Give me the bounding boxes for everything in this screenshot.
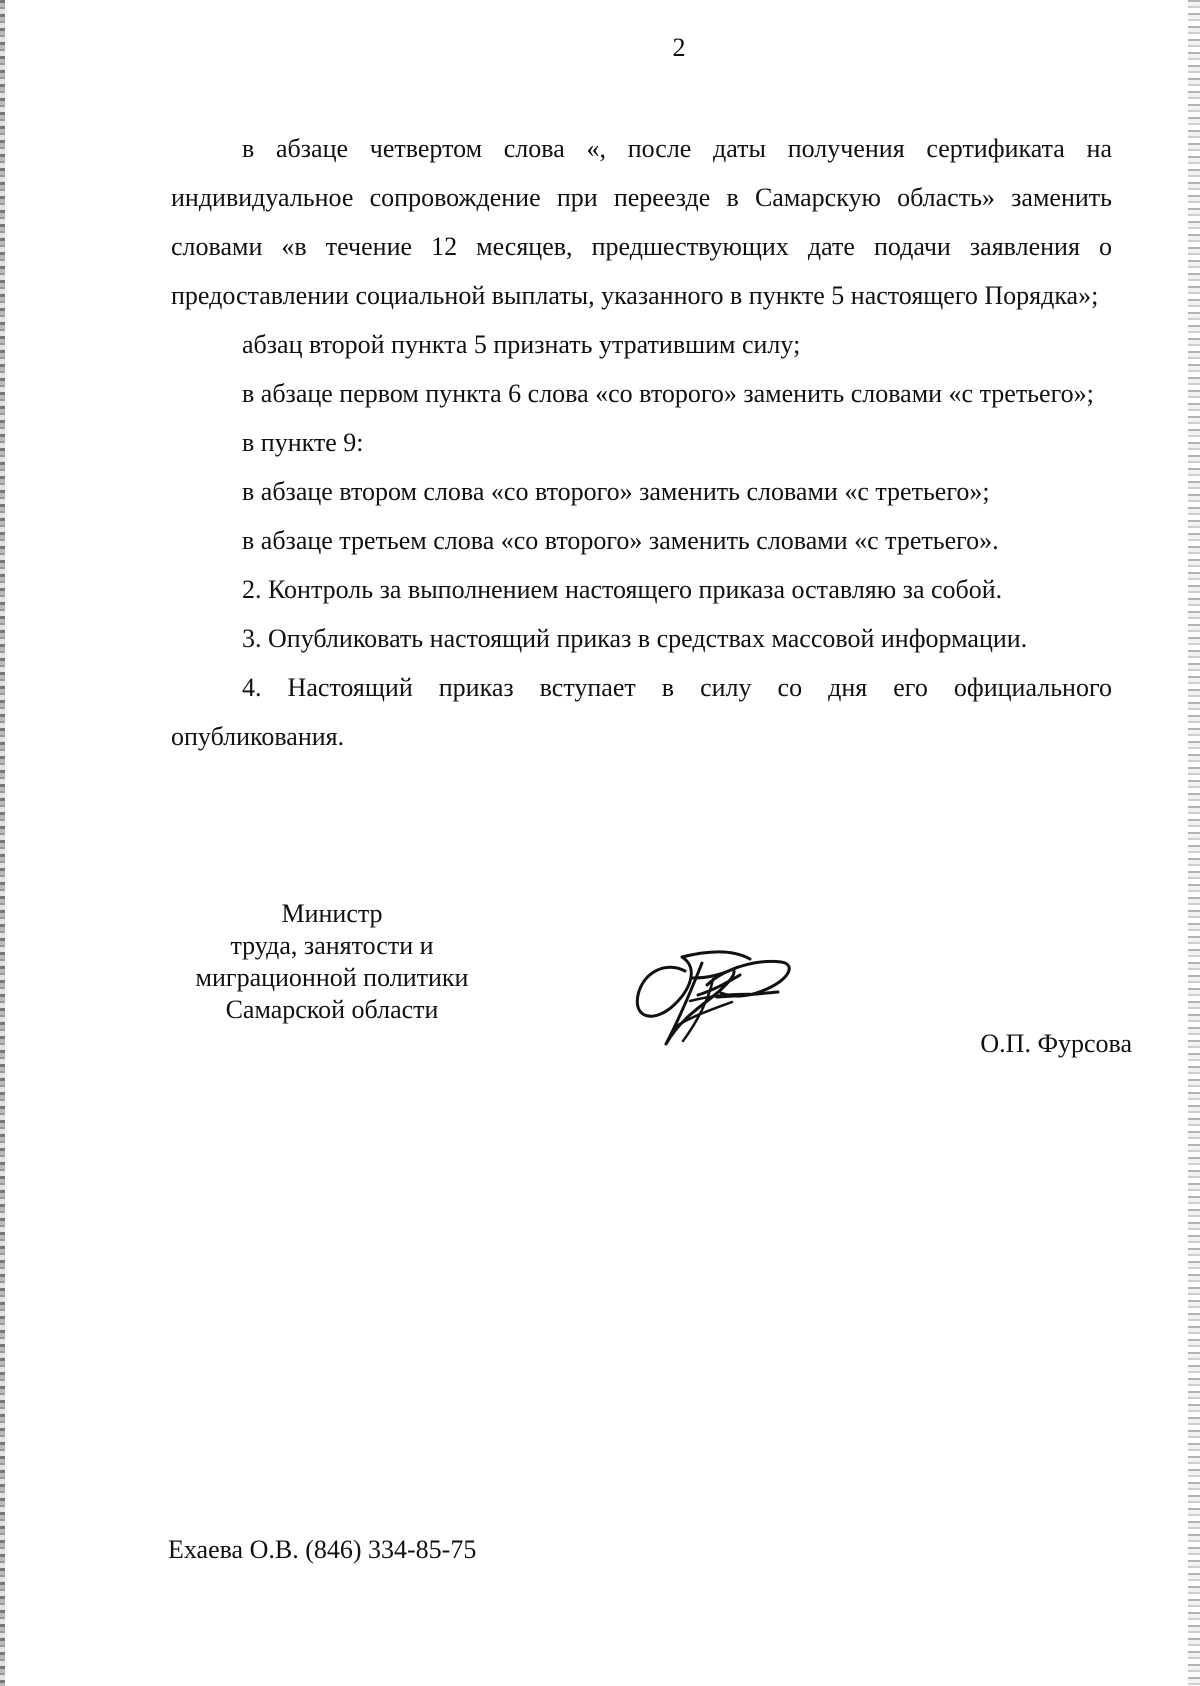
signatory-title-line: Самарской области (225, 995, 439, 1024)
body-paragraph: в абзаце третьем слова «со второго» заменить словами «с третьего». (242, 526, 999, 555)
scan-edge-right (1188, 0, 1200, 1686)
signatory-title-line: труда, занятости и (230, 931, 434, 960)
body-paragraph: 2. Контроль за выполнением настоящего приказа оставляю за собой. (242, 575, 1003, 604)
signatory-title-line: Министр (281, 899, 383, 928)
body-paragraph: в абзаце первом пункта 6 слова «со второго» заменить словами «с третьего»; (242, 379, 1094, 408)
document-body (171, 124, 1112, 761)
body-paragraph: в абзаце четвертом слова «, после даты получения сертификата на индивидуальное сопровождение при переезде в Самарскую область» заменить словами «в течение 12 месяцев, предшествующих дате подачи заявления о предоставлении социальной выплаты, указанного в пункте 5 настоящего Порядка»; (171, 134, 1112, 310)
scan-edge-left (0, 0, 5, 1686)
contact-line: Ехаева О.В. (846) 334-85-75 (168, 1535, 477, 1564)
body-paragraph: 4. Настоящий приказ вступает в силу со дня его официального опубликования. (171, 673, 1112, 751)
body-paragraph: 3. Опубликовать настоящий приказ в средствах массовой информации. (242, 624, 1028, 653)
signatory-title-line: миграционной политики (195, 963, 469, 992)
signatory-name: О.П. Фурсова (980, 1029, 1132, 1058)
page-number: 2 (672, 33, 686, 62)
signatory-title (172, 898, 492, 1026)
body-paragraph: в пункте 9: (242, 428, 364, 457)
body-paragraph: абзац второй пункта 5 признать утратившим силу; (242, 330, 801, 359)
body-paragraph: в абзаце втором слова «со второго» заменить словами «с третьего»; (242, 477, 990, 506)
handwritten-signature (631, 943, 801, 1053)
